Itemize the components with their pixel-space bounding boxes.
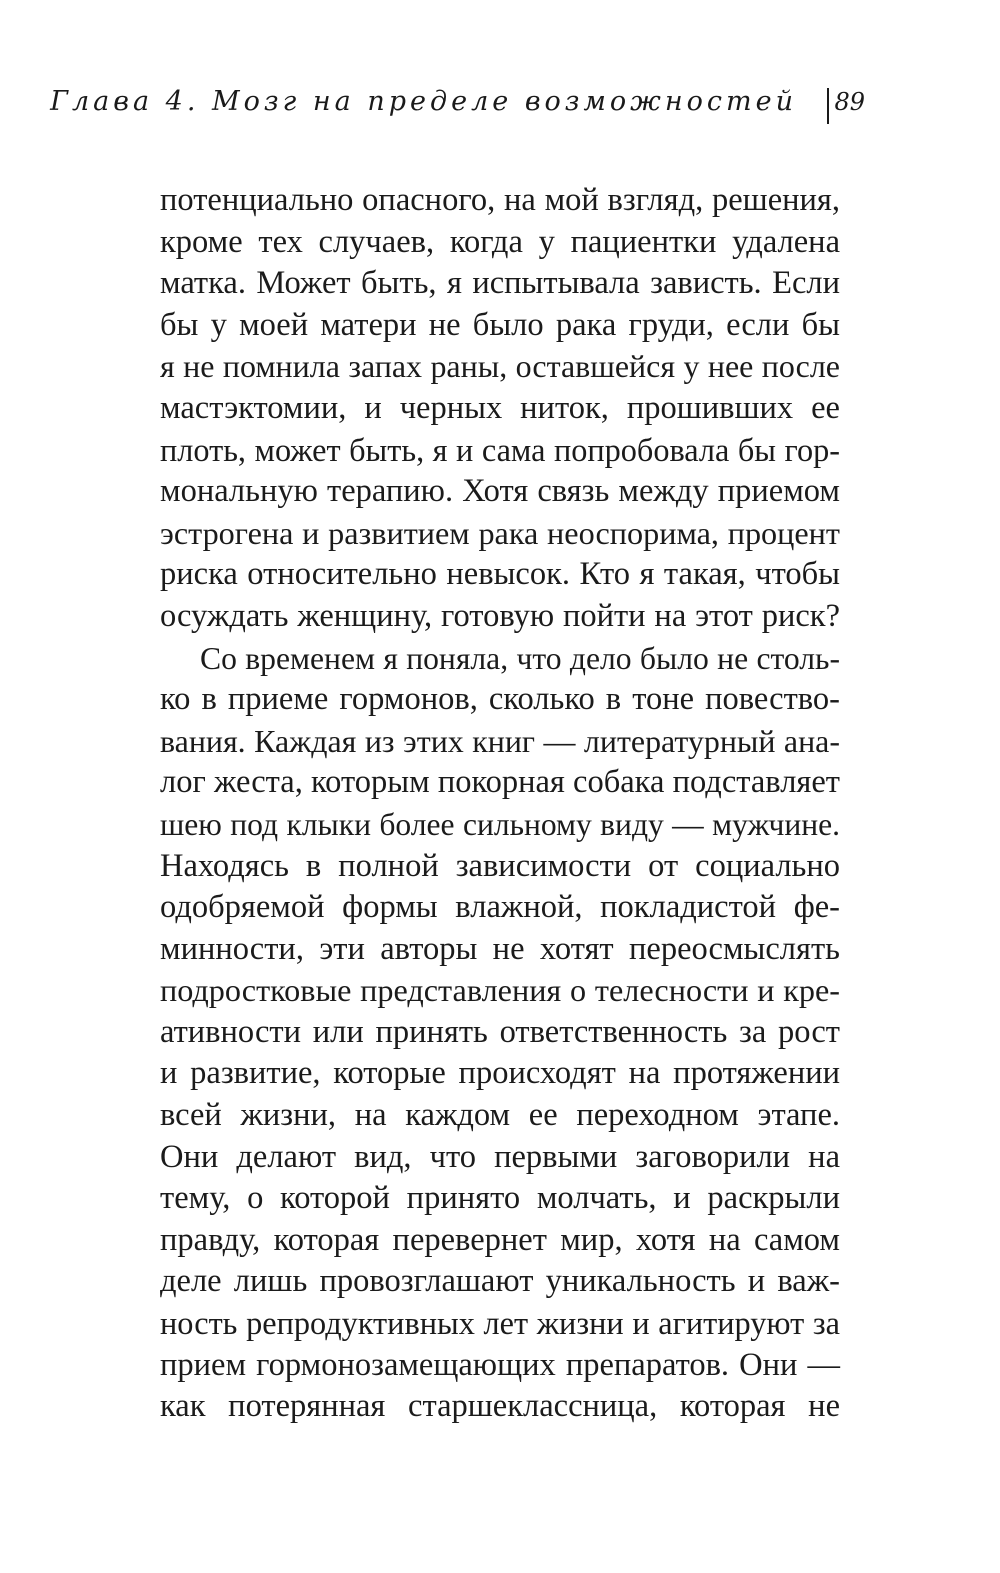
text-line: минности, эти авторы не хотят переосмыслять (160, 930, 840, 967)
text-line: вания. Каждая из этих книг — литературный ана- (160, 723, 840, 759)
text-line: ность репродуктивных лет жизни и агитируют за (160, 1305, 840, 1342)
text-line: подростковые представления о телесности и кре- (160, 972, 840, 1009)
paragraph-first-line: Со временем я поняла, что дело было не столь- (200, 640, 840, 676)
text-line: бы у моей матери не было рака груди, если бы (160, 306, 840, 343)
page-number: 89 (834, 88, 865, 116)
running-head (50, 82, 865, 130)
text-line: эстрогена и развитием рака неоспорима, процент (160, 514, 840, 551)
text-line: ативности или принять ответственность за рост (160, 1013, 840, 1050)
text-line: одобряемой формы влажной, покладистой фе- (160, 889, 840, 926)
text-line: Находясь в полной зависимости от социально (160, 847, 840, 884)
body-text (160, 180, 840, 1428)
text-line: плоть, может быть, я и сама попробовала бы гор- (160, 431, 840, 468)
text-line: осуждать женщину, готовую пойти на этот риск? (160, 597, 840, 634)
text-line: всей жизни, на каждом ее переходном этапе. (160, 1097, 840, 1134)
text-line: прием гормонозамещающих препаратов. Они — (160, 1346, 840, 1383)
text-line: тему, о которой принято молчать, и раскрыли (160, 1180, 840, 1217)
chapter-title: Глава 4. Мозг на пределе возможностей (50, 86, 797, 117)
text-line: Они делают вид, что первыми заговорили на (160, 1138, 840, 1175)
text-line: и развитие, которые происходят на протяжении (160, 1055, 840, 1092)
text-line: лог жеста, которым покорная собака подставляет (160, 764, 840, 801)
text-line: риска относительно невысок. Кто я такая, чтобы (160, 556, 840, 593)
text-line: ко в приеме гормонов, сколько в тоне повество- (160, 681, 840, 718)
text-line: шею под клыки более сильному виду — мужчине. (160, 806, 840, 842)
text-line: матка. Может быть, я испытывала зависть. Если (160, 265, 840, 302)
text-line: потенциально опасного, на мой взгляд, решения, (160, 182, 840, 218)
text-line: кроме тех случаев, когда у пациентки удалена (160, 223, 840, 260)
text-line: правду, которая перевернет мир, хотя на самом (160, 1221, 840, 1258)
text-line: я не помнила запах раны, оставшейся у нее после (160, 349, 840, 385)
text-line: как потерянная старшеклассница, которая не (160, 1388, 840, 1425)
text-line: деле лишь провозглашают уникальность и важ- (160, 1263, 840, 1300)
header-divider (827, 88, 829, 124)
text-line: мональную терапию. Хотя связь между приемом (160, 473, 840, 510)
text-line: мастэктомии, и черных ниток, прошивших ее (160, 389, 840, 426)
